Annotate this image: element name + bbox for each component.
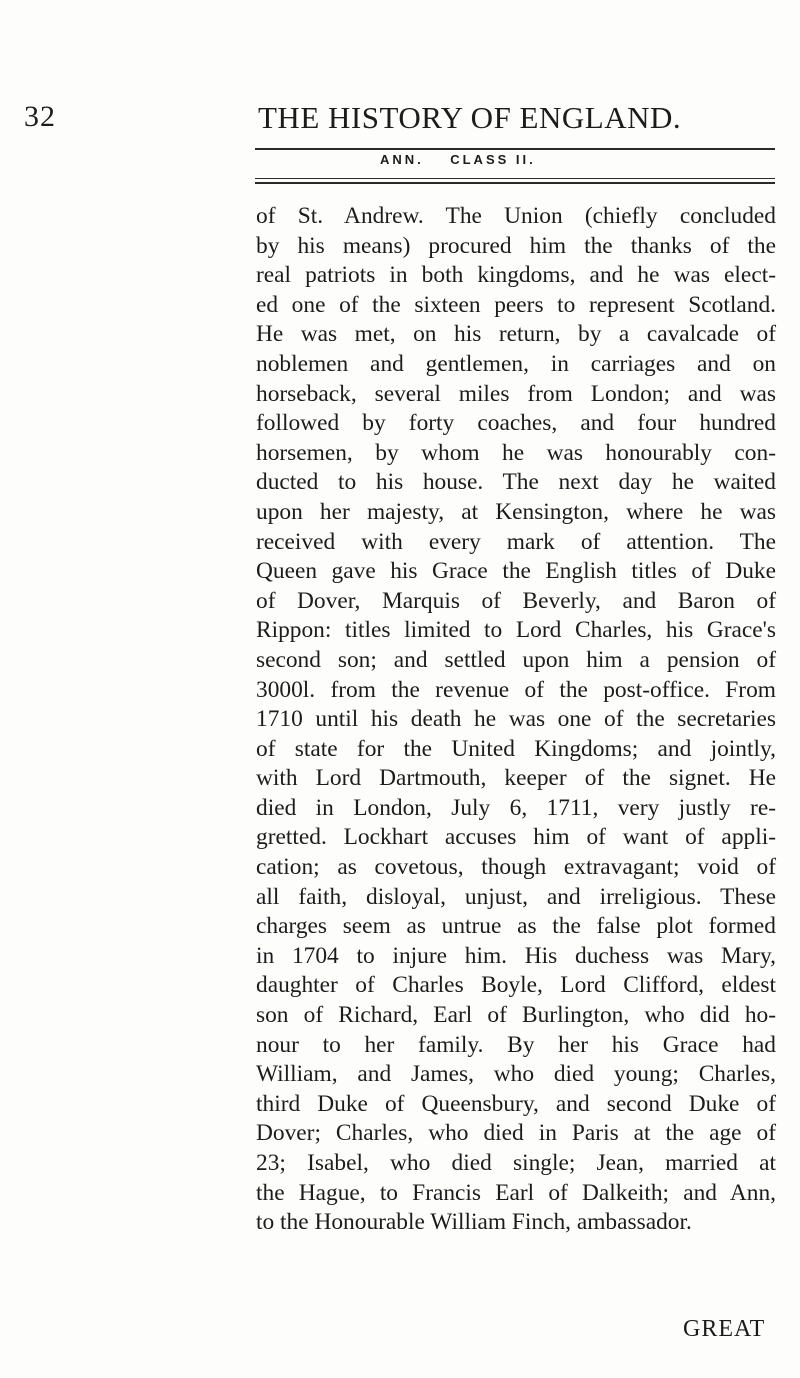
text-line: second son; and settled upon him a pension of xyxy=(256,646,776,673)
text-line: by his means) procured him the thanks of the xyxy=(256,232,776,259)
text-line: the Hague, to Francis Earl of Dalkeith; and Ann, xyxy=(256,1179,776,1206)
text-line: followed by forty coaches, and four hundred xyxy=(256,410,776,437)
text-line: all faith, disloyal, unjust, and irreligious. These xyxy=(256,883,776,910)
text-line: nour to her family. By her his Grace had xyxy=(256,1031,776,1058)
body-paragraph xyxy=(256,202,776,1238)
header-rule-top xyxy=(255,148,775,150)
text-line: with Lord Dartmouth, keeper of the signet. He xyxy=(256,765,776,792)
text-line: 1710 until his death he was one of the secretaries xyxy=(256,706,776,733)
text-line: of Dover, Marquis of Beverly, and Baron of xyxy=(256,587,776,614)
page-number: 32 xyxy=(24,100,56,133)
text-line: of state for the United Kingdoms; and jointly, xyxy=(256,735,776,762)
text-line: received with every mark of attention. The xyxy=(256,528,776,555)
text-line: William, and James, who died young; Charles, xyxy=(256,1061,776,1088)
text-line: Dover; Charles, who died in Paris at the age of xyxy=(256,1120,776,1147)
section-subhead: ANN. CLASS II. xyxy=(380,152,536,167)
text-line: of St. Andrew. The Union (chiefly concluded xyxy=(256,203,776,229)
text-line: ducted to his house. The next day he waited xyxy=(256,469,776,496)
text-line: cation; as covetous, though extravagant; void of xyxy=(256,854,776,881)
text-line: noblemen and gentlemen, in carriages and on xyxy=(256,350,776,377)
text-line: 23; Isabel, who died single; Jean, married at xyxy=(256,1150,776,1176)
text-line: son of Richard, Earl of Burlington, who did ho- xyxy=(256,1002,776,1029)
text-line: gretted. Lockhart accuses him of want of appli- xyxy=(256,824,776,851)
text-line: Rippon: titles limited to Lord Charles, his Grace's xyxy=(256,617,776,644)
text-line: horseback, several miles from London; and was xyxy=(256,380,776,407)
text-line: ed one of the sixteen peers to represent Scotland. xyxy=(256,291,776,318)
text-line: in 1704 to injure him. His duchess was Mary, xyxy=(256,942,776,969)
running-head: THE HISTORY OF ENGLAND. xyxy=(258,100,682,135)
text-line: to the Honourable William Finch, ambassador. xyxy=(256,1209,692,1236)
text-line: He was met, on his return, by a cavalcade of xyxy=(256,321,776,348)
text-line: daughter of Charles Boyle, Lord Clifford, eldest xyxy=(256,972,776,999)
text-line: horsemen, by whom he was honourably con- xyxy=(256,439,776,466)
text-line: 3000l. from the revenue of the post-office. From xyxy=(256,676,776,703)
text-line: upon her majesty, at Kensington, where he was xyxy=(256,498,776,525)
text-line: died in London, July 6, 1711, very justly re- xyxy=(256,794,776,821)
catchword: GREAT xyxy=(683,1316,766,1342)
text-line: charges seem as untrue as the false plot formed xyxy=(256,913,776,940)
text-line: real patriots in both kingdoms, and he was elect- xyxy=(256,262,776,289)
text-line: third Duke of Queensbury, and second Duke of xyxy=(256,1090,776,1117)
header-rule-bottom xyxy=(255,178,775,184)
text-line: Queen gave his Grace the English titles of Duke xyxy=(256,558,776,585)
